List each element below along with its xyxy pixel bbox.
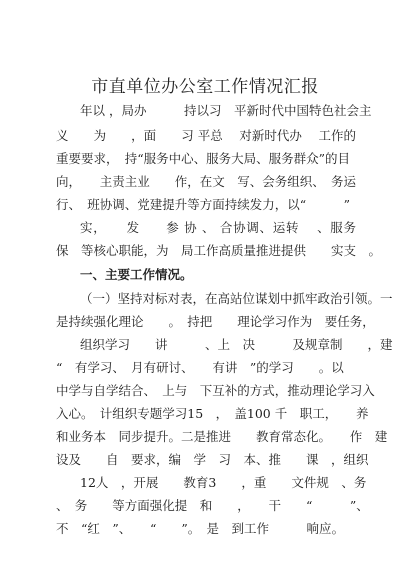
- paragraph-line: 是持续强化理论 。 持把 理论学习作为 要任务，: [56, 314, 375, 329]
- paragraph-line: 向， 主责主业 作，在文 写、会务组织、 务运: [56, 174, 357, 189]
- paragraph-line: （一）坚持对标对表，在高站位谋划中抓牢政治引领。一: [80, 291, 393, 306]
- paragraph-line: 保 等核心职能，为 局工作高质量推进提供 实支 。: [56, 243, 382, 258]
- paragraph-line: 年以 ，局办 持以习 平新时代中国特色社会主: [80, 103, 372, 118]
- paragraph-line: 行、 班协调、党建提升等方面持续发力，以“ ”: [56, 197, 351, 212]
- paragraph-line: 不 “红 ”、 “ ”。 是 到工作 响应。: [56, 521, 345, 536]
- paragraph-line: 入心。 计组织专题学习15 ， 盖100 千 职工， 养: [56, 406, 369, 421]
- document-title: 市直单位办公室工作情况汇报: [91, 77, 319, 97]
- paragraph-line: 组织学习 讲 、上 决 及规章制 ，建: [80, 337, 393, 352]
- paragraph-line: 设及 自 要求，编 学 习 本、推 课 ，组织: [56, 452, 369, 467]
- paragraph-line: 重要要求， 持“服务中心、服务大局、服务群众”的目: [56, 151, 351, 166]
- paragraph-line: 和业务本 同步提升。二是推进 教育常态化。 作 建: [56, 429, 388, 444]
- paragraph-line: 义 为 ，面 习 平总 对新时代办 工作的: [56, 128, 356, 143]
- paragraph-line: 12人 ，开展 教育3 ，重 文件规 、务: [80, 475, 367, 490]
- section-heading: 一、主要工作情况。: [80, 267, 193, 282]
- paragraph-line: 实， 发 参 协 、 合协调、运转 、服务: [80, 220, 356, 235]
- paragraph-line: 中学与自学结合、 上与 下互补的方式，推动理论学习入: [56, 383, 375, 398]
- paragraph-line: “ 有学习、 月有研讨、 有讲 ”的学习 。以: [56, 360, 344, 375]
- paragraph-line: 、 务 等方面强化提 和 ， 干 “ ”、: [56, 498, 369, 513]
